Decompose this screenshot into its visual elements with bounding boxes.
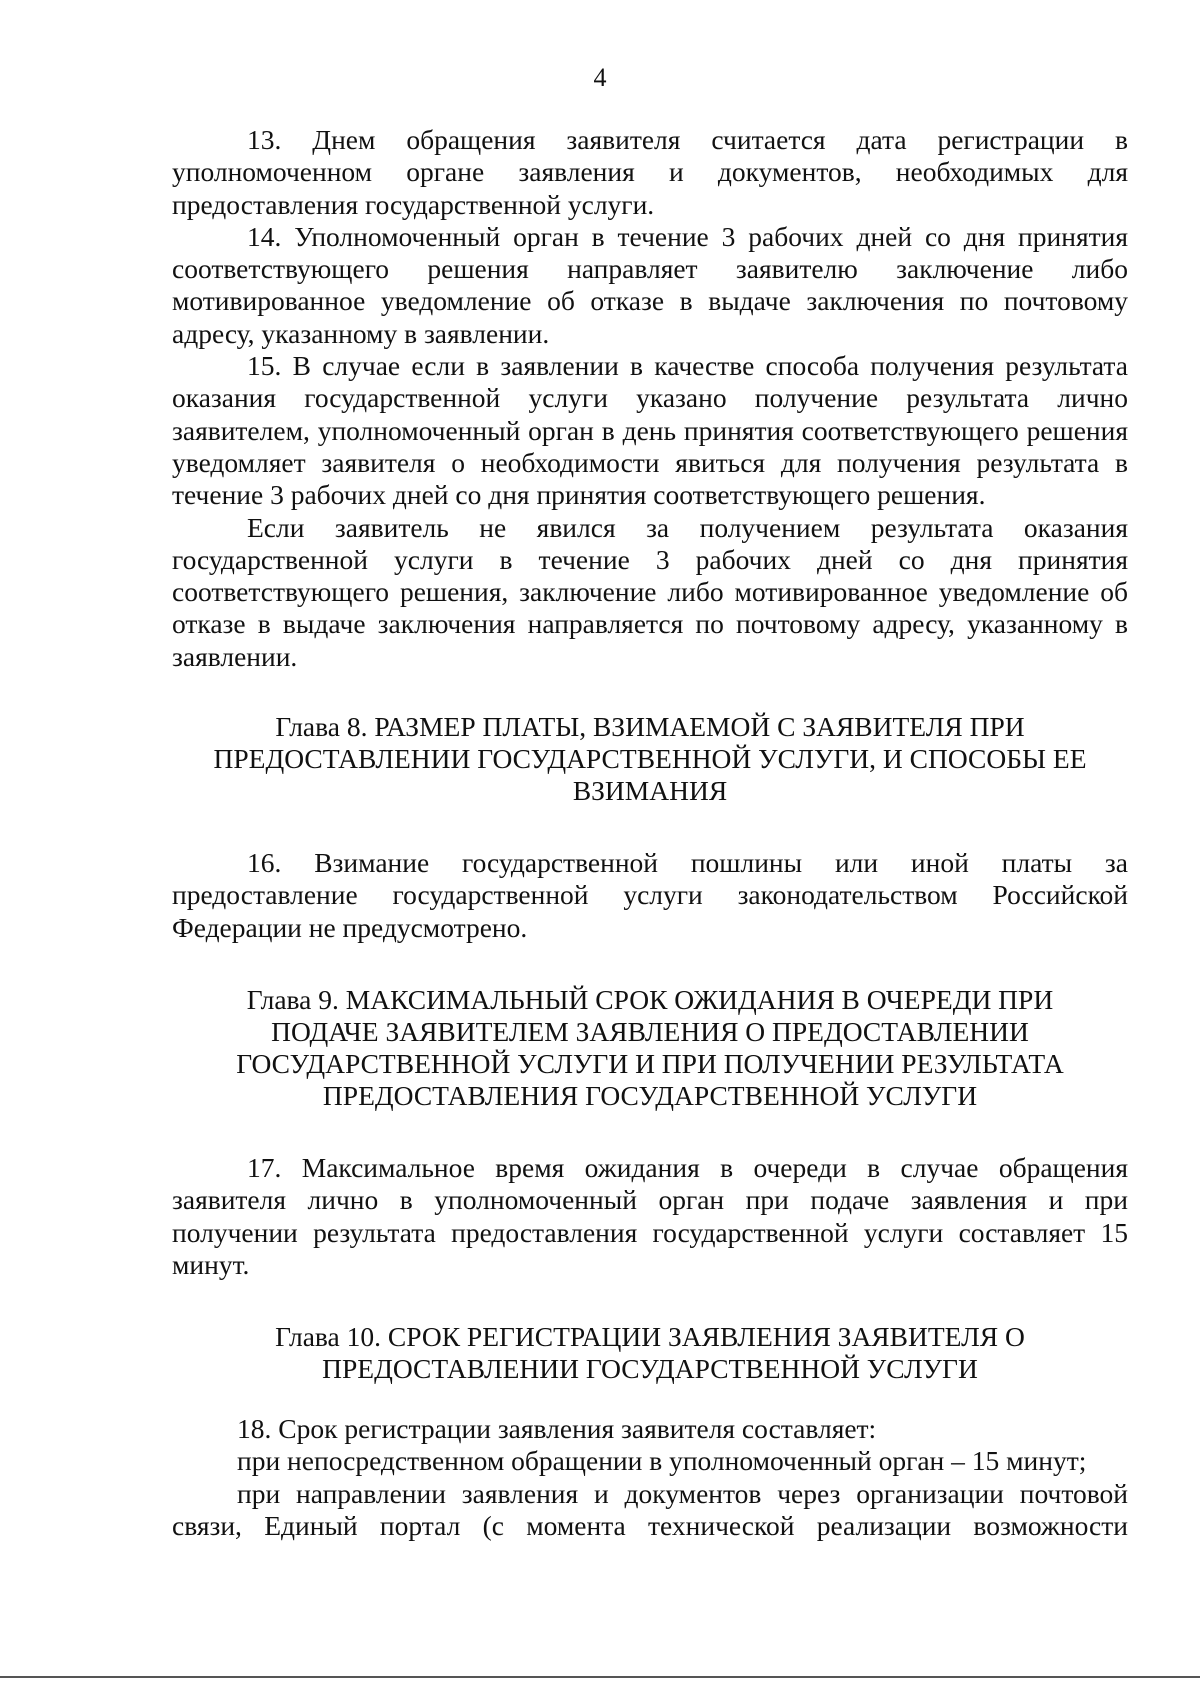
chapter-10-heading-line-2: ПРЕДОСТАВЛЕНИИ ГОСУДАРСТВЕННОЙ УСЛУГИ bbox=[322, 1353, 978, 1385]
document-body bbox=[172, 124, 1128, 1542]
page-number: 4 bbox=[593, 63, 607, 92]
paragraph-13: 13. Днем обращения заявителя считается дата регистрации в уполномоченном органе заявления и документов, необходимых для предоставления государственной услуги. bbox=[172, 124, 1128, 220]
paragraph-15: 15. В случае если в заявлении в качестве способа получения результата оказания государственной услуги указано получение результата лично заявителем, уполномоченный орган в день принятия соответствующего решения уведомляет заявителя о необходимости явиться для получения результата в течение 3 рабочих дней со дня принятия соответствующего решения. bbox=[172, 350, 1128, 511]
chapter-9-heading bbox=[172, 984, 1128, 1112]
chapter-8-heading-line-3: ВЗИМАНИЯ bbox=[572, 775, 728, 807]
chapter-8-heading-line-2: ПРЕДОСТАВЛЕНИИ ГОСУДАРСТВЕННОЙ УСЛУГИ, И СПОСОБЫ ЕЕ bbox=[213, 743, 1087, 775]
paragraph-18-item-2: при направлении заявления и документов через организации почтовой связи, Единый портал (с момента технической реализации возможности bbox=[172, 1477, 1128, 1542]
paragraph-16: 16. Взимание государственной пошлины или иной платы за предоставление государственной услуги законодательством Российской Федерации не предусмотрено. bbox=[172, 847, 1128, 943]
chapter-10-heading-line-1: Глава 10. СРОК РЕГИСТРАЦИИ ЗАЯВЛЕНИЯ ЗАЯВИТЕЛЯ О bbox=[275, 1321, 1025, 1353]
chapter-9-heading-line-2: ПОДАЧЕ ЗАЯВИТЕЛЕМ ЗАЯВЛЕНИЯ О ПРЕДОСТАВЛЕНИИ bbox=[271, 1015, 1029, 1047]
paragraph-14: 14. Уполномоченный орган в течение 3 рабочих дней со дня принятия соответствующего решения направляет заявителю заключение либо мотивированное уведомление об отказе в выдаче заключения по почтовому адресу, указанному в заявлении. bbox=[172, 220, 1128, 349]
chapter-8-heading bbox=[172, 711, 1128, 807]
chapter-8-heading-line-1: Глава 8. РАЗМЕР ПЛАТЫ, ВЗИМАЕМОЙ С ЗАЯВИТЕЛЯ ПРИ bbox=[275, 711, 1025, 743]
chapter-10-heading bbox=[172, 1321, 1128, 1385]
paragraph-18-item-1: при непосредственном обращении в уполномоченный орган – 15 минут; bbox=[237, 1445, 1087, 1477]
page-bottom-rule bbox=[0, 1676, 1200, 1678]
paragraph-15-continuation: Если заявитель не явился за получением результата оказания государственной услуги в течение 3 рабочих дней со дня принятия соответствующего решения, заключение либо мотивированное уведомление об отказе в выдаче заключения направляется по почтовому адресу, указанному в заявлении. bbox=[172, 511, 1128, 672]
chapter-9-heading-line-3: ГОСУДАРСТВЕННОЙ УСЛУГИ И ПРИ ПОЛУЧЕНИИ РЕЗУЛЬТАТА bbox=[236, 1047, 1064, 1079]
paragraph-17: 17. Максимальное время ожидания в очереди в случае обращения заявителя лично в уполномоченный орган при подаче заявления и при получении результата предоставления государственной услуги составляет 15 минут. bbox=[172, 1151, 1128, 1280]
paragraph-18-intro: 18. Срок регистрации заявления заявителя составляет: bbox=[237, 1413, 877, 1445]
chapter-9-heading-line-4: ПРЕДОСТАВЛЕНИЯ ГОСУДАРСТВЕННОЙ УСЛУГИ bbox=[322, 1079, 978, 1111]
chapter-9-heading-line-1: Глава 9. МАКСИМАЛЬНЫЙ СРОК ОЖИДАНИЯ В ОЧЕРЕДИ ПРИ bbox=[246, 983, 1054, 1015]
